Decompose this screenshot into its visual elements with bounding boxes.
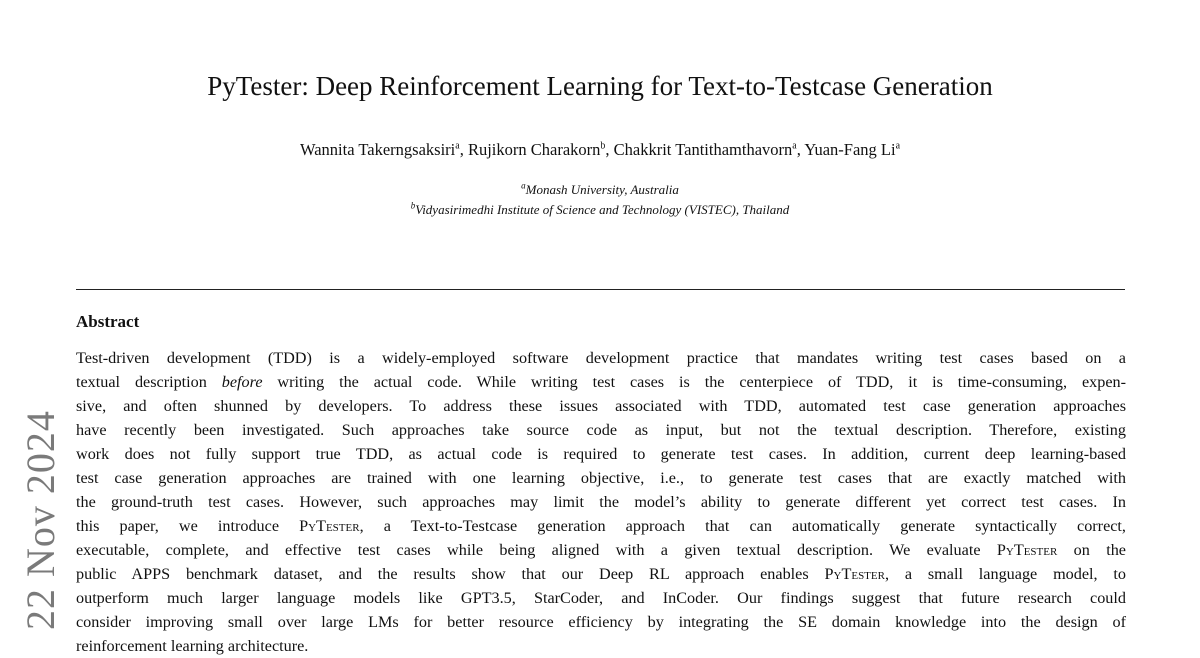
abstract-line: this paper, we introduce PyTester, a Text-to-Testcase generation approach that can automatically generate syntactically correct, (76, 517, 1126, 535)
affiliation-a (0, 181, 1200, 199)
author-affiliation-mark: a (455, 140, 460, 152)
affiliation-mark: b (410, 200, 416, 211)
abstract-line: sive, and often shunned by developers. To address these issues associated with TDD, automated test case generation approaches (76, 397, 1126, 415)
abstract-heading: Abstract (76, 312, 140, 331)
header-divider (76, 289, 1125, 290)
abstract-line: executable, complete, and effective test cases while being aligned with a given textual description. We evaluate PyTester on the (76, 541, 1126, 559)
paper-title: PyTester: Deep Reinforcement Learning for Text-to-Testcase Generation (207, 71, 993, 101)
affiliation-text: Vidyasirimedhi Institute of Science and Technology (VISTEC), Thailand (415, 202, 790, 217)
affiliation-b (0, 201, 1200, 219)
author-name: Yuan-Fang Li (804, 140, 896, 159)
abstract-line: the ground-truth test cases. However, such approaches may limit the model’s ability to generate different yet correct test cases. In (76, 493, 1126, 511)
affiliation-text: Monash University, Australia (525, 182, 679, 197)
author-affiliation-mark: b (600, 140, 606, 152)
author-name: Chakkrit Tantithamthavorn (613, 140, 793, 159)
author-name: Rujikorn Charakorn (467, 140, 601, 159)
arxiv-date-stamp: 22 Nov 2024 (18, 410, 63, 630)
abstract-line: test case generation approaches are trained with one learning objective, i.e., to generate test cases that are exactly matched with (76, 469, 1126, 487)
author-name: Wannita Takerngsaksiri (299, 140, 456, 159)
abstract-line: public APPS benchmark dataset, and the results show that our Deep RL approach enables PyTester, a small language model, to (76, 565, 1127, 583)
abstract-body (76, 346, 1126, 658)
abstract-line: Test-driven development (TDD) is a widely-employed software development practice that mandates writing test cases based on a (76, 349, 1126, 367)
abstract-line: have recently been investigated. Such approaches take source code as input, but not the textual description. Therefore, existing (76, 421, 1126, 439)
abstract-line: outperform much larger language models like GPT3.5, StarCoder, and InCoder. Our findings suggest that future research could (76, 589, 1126, 607)
author-list: Wannita Takerngsaksiri$^a$, Rujikorn Charakorn$^b$, Chakkrit Tantithamthavorn$^a$, Yuan-Fang Li$^a$ (299, 140, 901, 159)
author-affiliation-mark: a (792, 140, 797, 152)
abstract-line: consider improving small over large LMs for better resource efficiency by integrating the SE domain knowledge into the design of (76, 613, 1126, 631)
abstract-line: reinforcement learning architecture. (76, 637, 309, 655)
affiliation-mark: a (521, 180, 526, 191)
abstract-line: textual description before writing the actual code. While writing test cases is the centerpiece of TDD, it is time-consuming, expen- (76, 373, 1126, 391)
author-affiliation-mark: a (895, 140, 901, 152)
abstract-line: work does not fully support true TDD, as actual code is required to generate test cases. In addition, current deep learning-based (76, 445, 1126, 463)
